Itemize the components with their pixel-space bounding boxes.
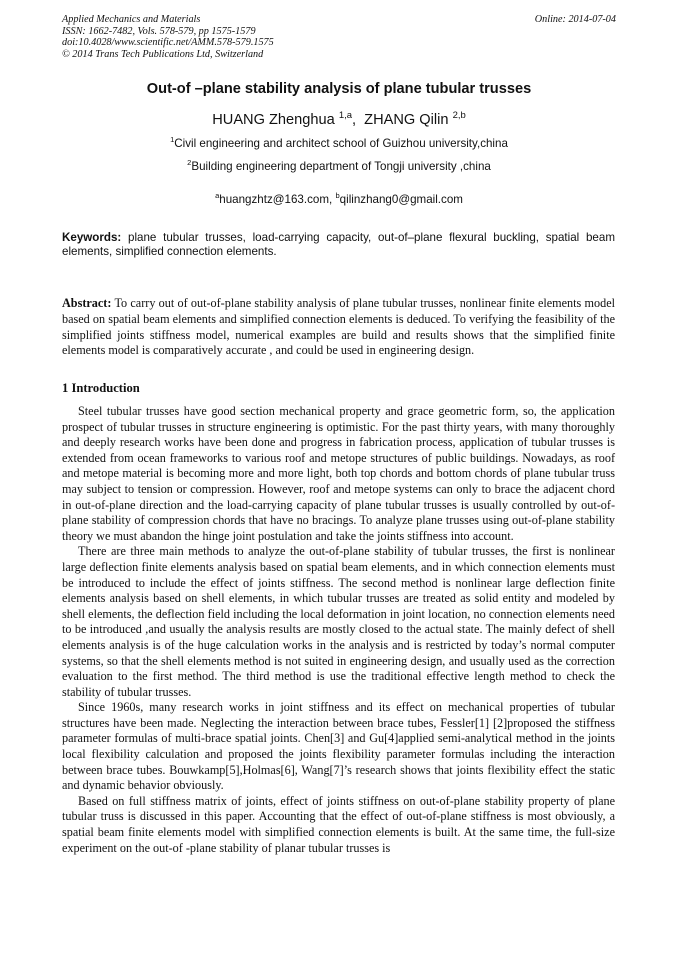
author-superscript: 1,a: [338, 110, 352, 122]
journal-header: [62, 14, 616, 60]
doi-line: doi:10.4028/www.scientific.net/AMM.578-579.1575: [62, 37, 274, 49]
email-address[interactable]: qilinzhang0@gmail.com: [339, 193, 463, 206]
paper-title: Out-of –plane stability analysis of plane tubular trusses: [146, 81, 532, 97]
affiliation-superscript: 1: [170, 135, 175, 145]
keywords: [62, 231, 615, 260]
online-date: Online: 2014-07-04: [534, 14, 616, 25]
email-superscript: a: [215, 191, 220, 201]
abstract-text: To carry out of out-of-plane stability analysis of plane tubular trusses, nonlinear finite elements model based on spatial beam elements and simplified connection elements is deduced. To verifying the feasibility of the simplified joints stiffness model, numerical examples are build and results shows that the simplified finite elements model is comparatively accurate , and could be used in engineering design.: [62, 296, 615, 358]
issn-line: ISSN: 1662-7482, Vols. 578-579, pp 1575-1579: [62, 25, 256, 37]
keywords-label: Keywords:: [62, 231, 122, 244]
author-list: HUANG Zhenghua $^{1,a}$, ZHANG Qilin $^{2,b}$: [212, 110, 466, 128]
affiliation-text: Building engineering department of Tongji university ,china: [191, 160, 491, 173]
affiliation: [0, 160, 678, 173]
affiliation-superscript: 2: [187, 158, 192, 168]
journal-name: Applied Mechanics and Materials: [62, 14, 201, 25]
affiliation: [0, 137, 678, 150]
paragraph: Steel tubular trusses have good section mechanical property and grace geometric form, so, the application prospect of tubular trusses in structure engineering is optimistic. For the past thirty years, with many thoroughly and deeply research works have been done and progress in fabrication process, application of tubular trusses is extended from ocean frameworks to various roof and metope structures of public buildings. Nowadays, as roof and metope material is becoming more and more light, both top chords and bottom chords of plane tubular truss may subject to tension or compression. However, roof and metope systems can only to brace the adjacent chord in out-of-plane direction and the load-carrying capacity of plane tubular trusses is usually controlled by out-of-plane stability of compression chords that have no bracings. To analyze plane trusses using out-of-plane stability theory we must abandon the hinge joint postulation and take the joints stiffness into account.: [62, 404, 615, 543]
email-address[interactable]: huangzhtz@163.com,: [219, 193, 333, 206]
author-superscript: 2,b: [452, 110, 466, 122]
body-text: [62, 404, 615, 856]
author-name: HUANG Zhenghua: [212, 112, 335, 128]
author-name: ZHANG Qilin: [364, 112, 449, 128]
section-heading: 1 Introduction: [62, 381, 140, 395]
abstract-label: Abstract:: [62, 296, 112, 310]
affiliation-text: Civil engineering and architect school of Guizhou university,china: [174, 137, 508, 150]
copyright-line: © 2014 Trans Tech Publications Ltd, Switzerland: [62, 48, 264, 60]
email-list: [0, 193, 678, 206]
paragraph: There are three main methods to analyze the out-of-plane stability of tubular trusses, the first is nonlinear large deflection finite elements analysis based on spatial beam elements, and in which connection elements must be introduced to include the effect of joints stiffness. The second method is nonlinear large deflection finite elements analysis based on shell elements, in which tubular trusses are treated as solid entity and modeled by shell elements, the deflection field including the local deformation in joint location, no connection elements need to be introduced ,and usually the analysis results are mostly closed to the actual state. The mainly defect of shell elements analysis is of the huge calculation works in the analysis and is restricted by today’s normal computer systems, so that the shell elements method is not suited in engineering design, and usually used as the correction evaluation to the first method. The third method is use the traditional effective length method to check the stability of tubular trusses.: [62, 544, 615, 699]
abstract: [62, 296, 615, 359]
email-superscript: b: [335, 191, 340, 201]
paragraph: Since 1960s, many research works in joint stiffness and its effect on mechanical properties of tubular structures have been made. Neglecting the interaction between brace tubes, Fessler[1] [2]proposed the stiffness parameter formulas of multi-brace spatial joints. Chen[3] and Gu[4]applied semi-analytical method in the joints local flexibility calculation and proposed the joints flexibility parameter formulas including the interaction between brace tubes. Bouwkamp[5],Holmas[6], Wang[7]’s research shows that joints flexibility effect the static and dynamic behavior obviously.: [62, 700, 615, 793]
keywords-text: plane tubular trusses, load-carrying capacity, out-of–plane flexural buckling, spatial beam elements, simplified connection elements.: [62, 231, 615, 259]
paragraph: Based on full stiffness matrix of joints, effect of joints stiffness on out-of-plane stability property of plane tubular truss is discussed in this paper. Accounting that the effect of out-of-plane stiffness is most obviously, a spatial beam finite elements model with simplified connection elements is built. At the same time, the full-size experiment on the out-of -plane stability of planar tubular trusses is: [62, 793, 615, 855]
